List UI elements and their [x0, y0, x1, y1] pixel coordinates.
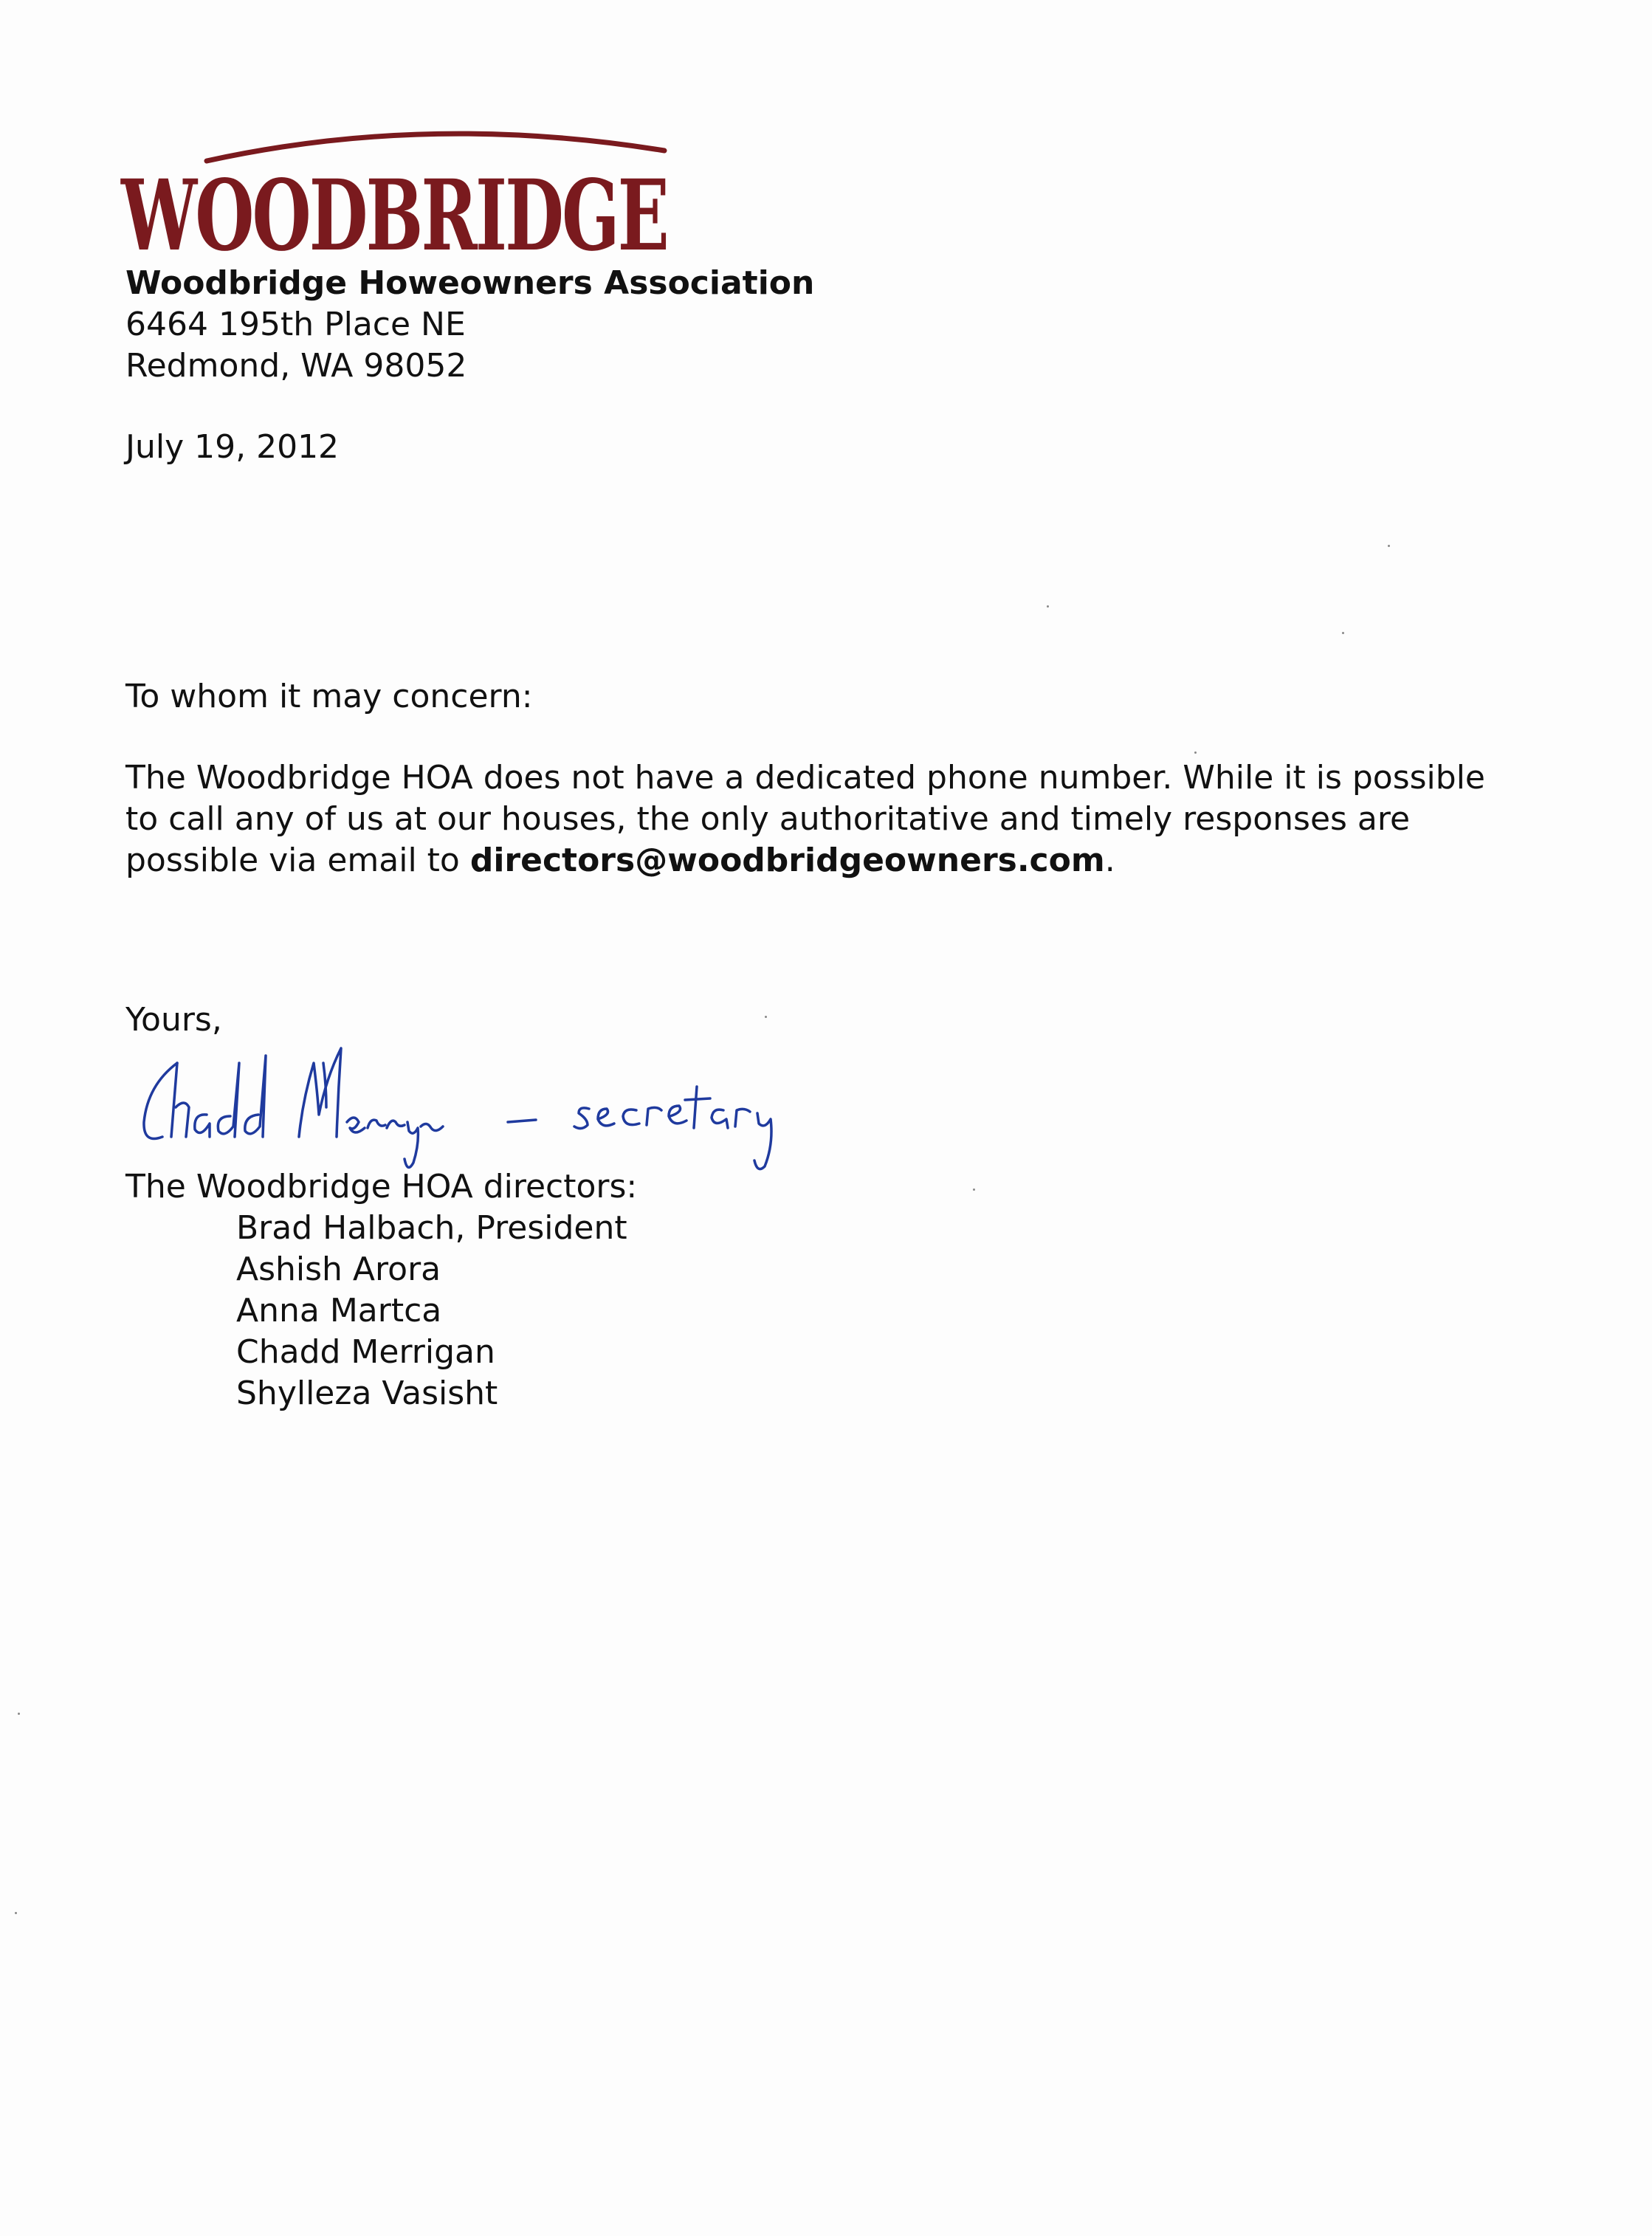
director-name: Anna Martca	[236, 1292, 442, 1329]
body-line-3-suffix: .	[1104, 842, 1115, 879]
handwritten-signature	[133, 1033, 812, 1181]
scan-speck	[18, 1713, 20, 1715]
scan-speck	[1388, 545, 1390, 547]
body-line-3	[125, 840, 1602, 881]
signature-graphic	[133, 1033, 812, 1181]
logo-wordmark: WOODBRIDGE	[120, 159, 667, 273]
directors-list	[236, 1208, 627, 1414]
salutation: To whom it may concern:	[125, 678, 533, 715]
scan-speck	[1342, 632, 1344, 634]
address-city: Redmond, WA 98052	[125, 347, 467, 385]
woodbridge-logo	[118, 118, 679, 273]
body-paragraph	[125, 757, 1602, 881]
address-street: 6464 195th Place NE	[125, 306, 466, 343]
scan-speck	[973, 1188, 975, 1191]
director-name: Brad Halbach, President	[236, 1209, 627, 1247]
contact-email: directors@woodbridgeowners.com	[469, 842, 1105, 879]
letter-date: July 19, 2012	[125, 428, 340, 466]
director-name: Ashish Arora	[236, 1251, 441, 1288]
scan-speck	[1194, 751, 1197, 754]
scan-speck	[15, 1912, 17, 1914]
director-name: Shylleza Vasisht	[236, 1375, 498, 1412]
body-line-3-prefix: possible via email to	[125, 842, 470, 879]
scan-speck	[765, 1016, 767, 1018]
woodbridge-logo-graphic	[118, 118, 679, 273]
organization-name: Woodbridge Howeowners Association	[125, 264, 815, 302]
body-line-1: The Woodbridge HOA does not have a dedicated phone number. While it is possible	[125, 759, 1486, 797]
closing: Yours,	[125, 1001, 222, 1039]
directors-heading: The Woodbridge HOA directors:	[125, 1168, 638, 1205]
body-line-2: to call any of us at our houses, the only authoritative and timely responses are	[125, 800, 1411, 838]
director-name: Chadd Merrigan	[236, 1333, 495, 1371]
scan-speck	[1047, 605, 1049, 608]
